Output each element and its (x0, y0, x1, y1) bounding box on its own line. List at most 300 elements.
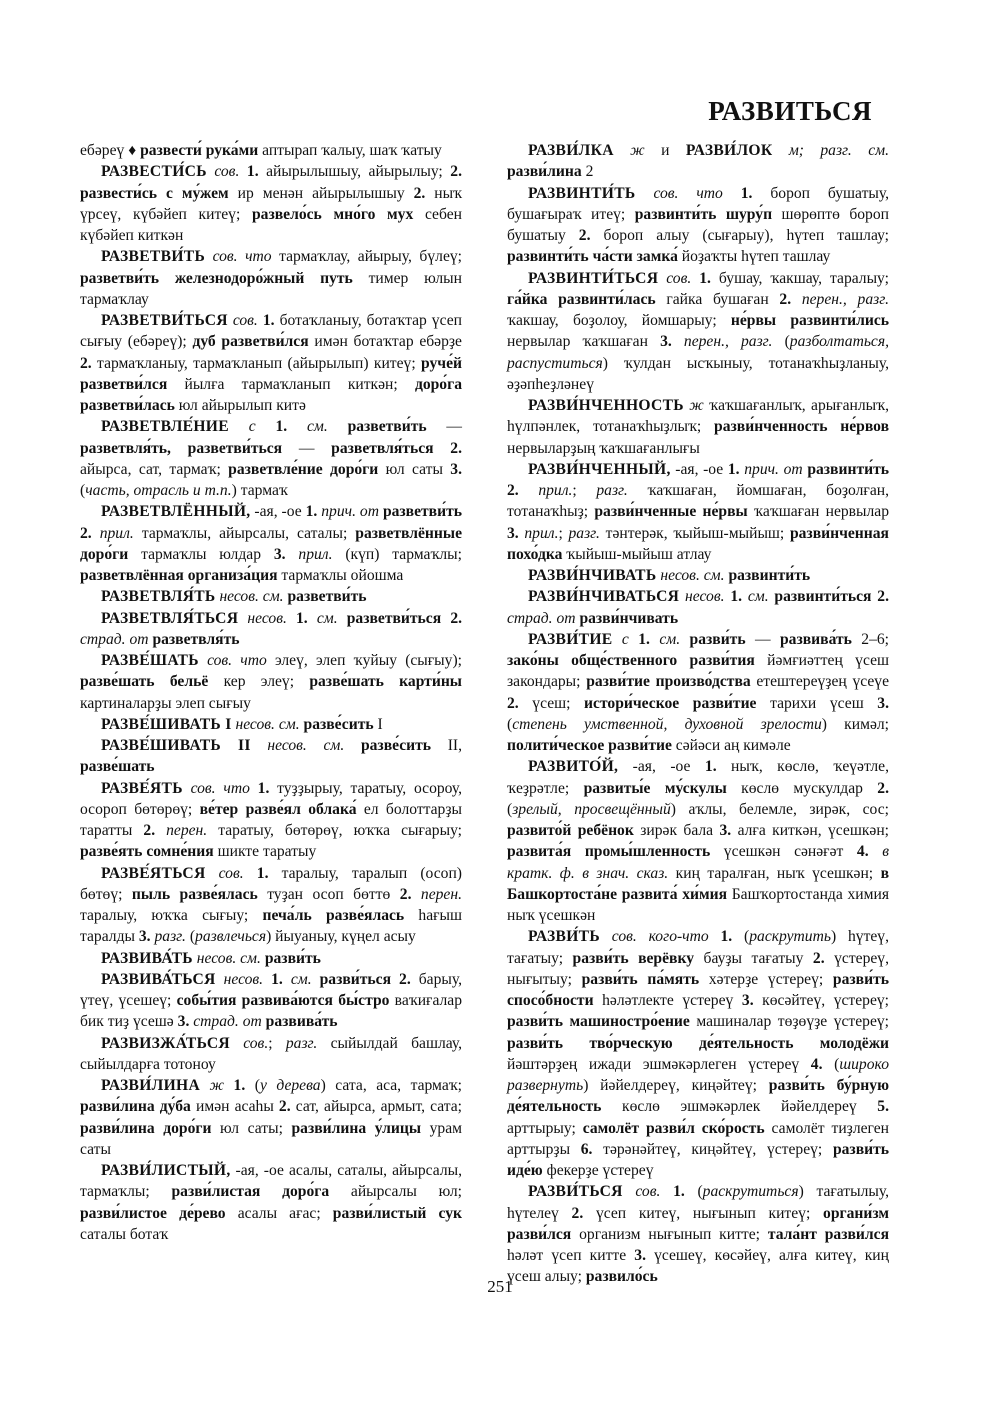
text-run: организм нығынып китте; (571, 1225, 768, 1243)
bold-phrase: истори́ческое разви́тие (584, 694, 757, 712)
text-run: тимер юлын тармаҡлау (80, 269, 462, 308)
headword: РАЗВИ́ЛИНА (101, 1077, 201, 1094)
bold-phrase: 1. (305, 503, 318, 521)
bold-phrase: 4. (810, 1055, 823, 1073)
bold-phrase: развита́я промы́шленность (507, 843, 711, 861)
bold-phrase: разви́лина у́лицы (291, 1119, 422, 1137)
text-run: тармаҡлы юлдар (128, 545, 274, 563)
italic-label: что (696, 184, 723, 202)
bold-phrase: 2. (399, 970, 411, 988)
text-run: ) һүтеү, тағатыу; (507, 928, 889, 967)
italic-label: перен. (411, 885, 462, 903)
bold-phrase: разви́нченная похо́дка (507, 524, 889, 563)
text-run: ) ҡулдан ысҡыныу, тотанаҡһыҙланыу, әҙәпһеҙләнеү (507, 354, 889, 393)
bold-phrase: разви́ть машиностро́ение (507, 1013, 690, 1031)
text-run (680, 631, 689, 648)
text-run: зирәк бала (633, 822, 720, 839)
bold-phrase: 1. (296, 609, 308, 627)
bold-phrase: не́рвы развинти́лись (730, 312, 890, 329)
dictionary-entry (507, 1181, 889, 1287)
text-run (328, 418, 348, 435)
bold-phrase: 1. (727, 460, 740, 478)
italic-label: разг. (285, 1034, 318, 1052)
bold-phrase: 1. (233, 1077, 246, 1094)
bold-phrase: развинти́ть (807, 460, 889, 478)
italic-label: ж (683, 397, 704, 414)
text-run: ( (684, 1183, 703, 1201)
bold-phrase: 4. (856, 843, 869, 861)
italic-label: см. (307, 609, 338, 627)
italic-label: прил. (285, 545, 333, 563)
italic-label: что (245, 248, 272, 266)
headword: РАЗВЕ́ШИВАТЬ II (101, 737, 251, 754)
bold-phrase: разви́листое де́рево (80, 1204, 226, 1222)
bold-phrase: разветвля́ться (331, 439, 434, 457)
dictionary-entry (507, 586, 889, 629)
bold-phrase: 2. (399, 885, 412, 903)
text-run: үсешкән сәнәғәт (710, 843, 857, 861)
text-run: бороп бушатыу, бушағыраҡ итеү; (507, 184, 889, 223)
headword: РАЗВИ́НЧИВАТЬ (528, 567, 657, 584)
bold-phrase: печа́ль разве́ялась (262, 907, 405, 924)
italic-label: раскрутить (749, 928, 831, 946)
bold-phrase: 3. (450, 460, 462, 478)
bold-phrase: 1. (256, 864, 269, 882)
dictionary-entry (507, 629, 889, 757)
text-run: ҡаҡшағанлыҡ, арығанлыҡ, һүлпәнлек, тотанаҡһыҙлыҡ; (507, 397, 889, 436)
bold-phrase: 1. (257, 779, 270, 797)
headword: РАЗВИ́ТИЕ (528, 630, 613, 648)
dictionary-entry (507, 140, 889, 183)
italic-label: прич. от (317, 503, 379, 521)
headword: РАЗВИ́ТЬСЯ (528, 1183, 623, 1201)
bold-phrase: разви́тие произво́дства (586, 673, 751, 691)
italic-label: прил. (518, 482, 573, 499)
text-run (637, 928, 649, 945)
text-run: айырылышыу, айырылыу; (258, 163, 451, 181)
text-run (224, 1077, 234, 1094)
text-run: гайка бушаған (655, 290, 780, 308)
bold-phrase: 2. (450, 439, 462, 457)
text-run: юл саты; (211, 1119, 292, 1137)
italic-label: м; разг. см. (772, 142, 889, 159)
bold-phrase: 2. (578, 227, 591, 244)
bold-phrase: 2. (278, 1098, 291, 1116)
text-run: самолёт тиҙлеген арттырҙы (507, 1119, 889, 1158)
text-run: тармаҡланыу, тармаҡланып (айырылып) китеү; (91, 354, 422, 372)
bold-phrase: разви́ть тво́рческую де́ятельность молодёжи (507, 1034, 889, 1052)
text-run: таралыу, таралып (осоп) бөтөү; (80, 864, 462, 903)
text-run: ебәреү (80, 142, 129, 159)
text-run: айырсалы юл; (329, 1183, 462, 1201)
text-run: бушау, ҡакшау, таралыу; (710, 269, 889, 287)
bold-phrase: развито́й ребёнок (507, 822, 634, 839)
text-run: ҡаҡшаған, йомшаған, боҙолған, тотанаҡһыҙ; (507, 482, 889, 521)
italic-label: несов. см. (192, 949, 261, 967)
text-run: ҡаҡшаған нервылар (747, 503, 890, 521)
bold-phrase: 2. (450, 163, 462, 181)
bold-phrase: разви́ться (319, 970, 392, 988)
headword: РАЗВИТО́Й, (528, 758, 619, 776)
dictionary-entry (80, 246, 462, 310)
bold-phrase: развинти́ть шуру́п (634, 205, 773, 223)
bold-phrase: развива́ть (265, 1013, 338, 1031)
text-run (723, 185, 741, 202)
bold-phrase: в Башкортоста́не развита́ хи́мия (507, 864, 889, 903)
text-run: ) йәйелдереү, киңәйтеү; (583, 1077, 769, 1094)
text-run: ; (268, 1034, 286, 1052)
italic-label: разг. (596, 482, 628, 499)
bold-phrase: развиты́е му́скулы (583, 779, 727, 797)
bold-phrase: самолёт разви́л ско́рость (582, 1119, 765, 1137)
italic-label: сов. (635, 184, 679, 202)
bold-phrase: 1. (271, 970, 283, 988)
text-run (344, 737, 361, 754)
right-column (507, 140, 889, 1288)
text-run: 2 (581, 163, 594, 181)
text-run (263, 971, 271, 988)
text-run: урам саты (80, 1119, 462, 1158)
bold-phrase: ве́тер разве́ял облака́ (199, 800, 357, 818)
bold-phrase: 3. (177, 1013, 190, 1031)
italic-label: несов. (679, 588, 725, 606)
text-run: таратыу, бөтөрөү, юҡҡа сығарыу; (207, 822, 462, 839)
text-run: ботаҡланыу, ботаҡтар үсеп сығыу (ебәреү); (80, 312, 462, 351)
text-run (709, 928, 721, 945)
bold-phrase: 2. (877, 588, 889, 606)
italic-label: страд. от (507, 609, 576, 627)
italic-label: см. (649, 630, 681, 648)
bold-phrase: руче́й разветви́лся (80, 354, 462, 393)
text-run: үстереү, нығытыу; (507, 949, 889, 988)
italic-label: несов. (238, 609, 287, 627)
text-run (338, 610, 347, 627)
dictionary-entry (507, 183, 889, 268)
bold-phrase: разветви́ть (382, 503, 462, 521)
text-run: картиналарҙы элеп сығыу (80, 694, 251, 712)
bold-phrase: разве́шать карти́ны (309, 673, 462, 691)
bold-phrase: разветвлённая организа́ция (80, 567, 278, 584)
text-run: ир менән айырылышыу (228, 184, 414, 202)
text-run: элеү, элеп ҡуйыу (сығыу); (266, 652, 462, 669)
text-run: ( (732, 928, 750, 946)
headword: РАЗВИНТИ́ТЬ (528, 184, 636, 202)
text-run: үсешеү, көсәйеү, алға китеү, киң үсеш алыу; (507, 1247, 890, 1286)
bold-phrase: развести́сь с му́жем (80, 184, 229, 202)
text-run: -ая, -ое асалы, саталы, айырсалы, тармаҡлы; (80, 1162, 462, 1201)
bold-phrase: пыль разве́ялась (131, 885, 258, 903)
text-run: һәләт үсеп китте (507, 1247, 635, 1264)
bold-phrase: разви́ть (689, 630, 746, 648)
dictionary-entry (80, 310, 462, 416)
bold-phrase: зако́ны обще́ственного разви́тия (507, 652, 755, 669)
italic-label: перен., разг. (671, 333, 773, 351)
text-run: тәрәнәйтеү, киңәйтеү, үстереү; (592, 1140, 833, 1158)
text-run: бауҙы тағатыу (694, 949, 813, 967)
text-run (312, 971, 320, 988)
text-run: — (426, 418, 463, 436)
bold-phrase: разве́сить (303, 715, 374, 733)
text-run: ваҡиғалар бик тиҙ үсешә (80, 992, 462, 1031)
bold-phrase: 2. (80, 524, 92, 542)
text-run (287, 610, 296, 627)
text-run: тарихи үсеш (756, 694, 878, 712)
text-run: һағыш таралды (80, 907, 463, 946)
headword: РАЗВИЗЖА́ТЬСЯ (101, 1034, 230, 1052)
text-run: сәйәси аң кимәле (671, 737, 791, 754)
text-run: — (282, 439, 332, 457)
bold-phrase: разви́ть (264, 949, 321, 967)
text-run: тармаҡлы ойошма (277, 567, 404, 584)
dictionary-entry (80, 416, 462, 501)
italic-label: кого-что (648, 928, 709, 946)
text-run: ) сата, аса, тармаҡ; (320, 1077, 463, 1094)
italic-label: зрелый, просвещённый (512, 800, 671, 818)
text-run: ( (507, 800, 513, 818)
left-column (80, 140, 462, 1245)
italic-label: прил. (518, 524, 559, 542)
bold-phrase: разве́шать бельё (80, 673, 209, 691)
headword: РАЗВИ́ЛИСТЫЙ, (101, 1162, 231, 1179)
text-run: тәнтерәк, ҡыйыш-мыйыш; (599, 524, 790, 542)
bold-phrase: 1. (704, 758, 717, 776)
dictionary-entry (80, 735, 462, 778)
italic-label: страд. от (189, 1013, 262, 1031)
italic-label: с (612, 630, 629, 648)
headword: РАЗВИ́ТЬ (528, 928, 600, 946)
dictionary-entry (80, 1033, 462, 1076)
bold-phrase: развело́сь мно́го мух (252, 205, 414, 223)
italic-label: сов. (205, 864, 244, 882)
italic-label: сов. (227, 312, 258, 329)
bold-phrase: 2. (507, 694, 519, 712)
dictionary-entry (507, 565, 889, 586)
italic-label: перен., разг. (791, 290, 889, 308)
text-run: -ая, -ое (618, 758, 705, 776)
text-run: үсеп китеү, нығынып китеү; (583, 1204, 824, 1222)
italic-label: ж (613, 142, 645, 159)
italic-label: несов. см. (250, 737, 345, 754)
text-run: юл саты (378, 460, 451, 478)
bold-phrase: разви́ть спосо́бности (507, 970, 889, 1009)
italic-label: страд. от (80, 630, 149, 648)
text-run: сат, айырса, армыт, сата; (290, 1098, 462, 1116)
text-run: ҡакшау, боҙолоу, йомшарыу; (507, 312, 731, 329)
headword: РАЗВЕ́ЯТЬСЯ (101, 864, 206, 882)
bold-phrase: 2. (80, 354, 92, 372)
headword: РАЗВЕТВЛЯ́ТЬСЯ (101, 609, 239, 627)
italic-label: сов. (599, 928, 637, 946)
bold-phrase: разви́нчивать (579, 609, 679, 627)
italic-label: см. (287, 418, 328, 436)
running-head: РАЗВИТЬСЯ (708, 96, 872, 126)
text-run: ( (245, 1077, 260, 1094)
headword: РАЗВЕТВИ́ТЬ (101, 248, 206, 266)
italic-label: несов. см. (656, 567, 725, 584)
text-run: һәләтлекте үстереү (593, 992, 742, 1009)
text-run: айырса, сат, тармаҡ; (80, 460, 229, 478)
text-run: ; (558, 524, 569, 542)
text-run: II, (431, 737, 462, 754)
headword: РАЗВЕТВИ́ТЬСЯ (101, 312, 228, 329)
text-run: йылға тармаҡланып киткән; (167, 375, 415, 393)
headword: РАЗВИНТИ́ТЬСЯ (528, 269, 659, 287)
bold-phrase: 3. (273, 545, 286, 563)
bold-phrase: развива́ть (780, 630, 852, 648)
italic-label: с (228, 418, 276, 436)
bold-phrase: разветвлённые доро́ги (80, 524, 462, 563)
bold-phrase: разви́лина (507, 163, 582, 181)
bold-phrase: 2. (571, 1204, 584, 1222)
text-run: имән ботаҡтар ебәрҙе (308, 333, 462, 351)
text-run (238, 248, 246, 265)
bold-phrase: 2. (143, 822, 156, 839)
text-run: ҡыйыш-мыйыш атлау (562, 545, 712, 563)
text-run: I (373, 715, 383, 733)
text-run: ( (185, 928, 196, 946)
headword: РАЗВЕТВЛЯ́ТЬ (101, 588, 216, 606)
text-run: көслө мускулдар (726, 779, 878, 797)
text-run: юл айырылып китә (174, 397, 306, 414)
dictionary-entry (507, 395, 889, 459)
bold-phrase: разветви́ть железнодоро́жный путь (80, 269, 353, 287)
bold-phrase: разве́ять сомне́ния (80, 843, 214, 861)
bold-phrase: собы́тия развива́ются бы́стро (176, 992, 390, 1009)
text-run: арттырыу; (507, 1119, 583, 1137)
page-number: 251 (487, 1277, 513, 1296)
headword: РАЗВИ́ЛКА (528, 142, 614, 159)
text-run: -ая, -ое (250, 503, 306, 521)
italic-label: прил. (91, 524, 134, 542)
text-run: етештереүҙең үсеүе (750, 673, 889, 691)
italic-label: сов. (182, 779, 216, 797)
bold-phrase: разветви́ть (287, 588, 367, 606)
headword: РАЗВЕТВЛЕ́НИЕ (101, 418, 229, 436)
bold-phrase: разви́ть иде́ю (507, 1140, 890, 1179)
bold-phrase: 1. (275, 418, 288, 436)
bold-phrase: 3. (741, 992, 754, 1009)
text-run: ( (80, 482, 86, 499)
dictionary-entry (80, 650, 462, 714)
bold-phrase: 3. (877, 694, 889, 712)
text-run (434, 440, 451, 457)
italic-label: несов. см. (215, 588, 284, 606)
text-run: ; (572, 482, 597, 499)
bold-phrase: развинти́ться (774, 588, 872, 606)
text-run: кер элеү; (208, 673, 310, 691)
bold-phrase: 6. (580, 1140, 593, 1158)
headword: РАЗВИВА́ТЬ (101, 949, 193, 967)
bold-phrase: разве́шать (80, 758, 155, 776)
text-run: йәмғиәттең үсеш закондары; (507, 652, 890, 691)
text-run (678, 185, 696, 202)
text-run: сыйылдай башлау, сыйылдарға тотоноу (80, 1034, 462, 1073)
bold-phrase: разви́ть верёвку (572, 949, 695, 967)
text-run (441, 610, 450, 627)
italic-label: что (240, 652, 267, 669)
bold-phrase: 3. (660, 333, 672, 351)
dictionary-entry (507, 756, 889, 926)
headword: РАЗВЕ́ШАТЬ (101, 652, 199, 669)
text-run: шөрөптө бороп бушатыу (507, 205, 889, 244)
bold-phrase: развинти́ть (728, 567, 811, 584)
dictionary-entry (80, 969, 462, 1033)
bold-phrase: органи́зм разви́лся (507, 1204, 889, 1243)
bold-phrase: 2. (812, 949, 825, 967)
dictionary-entry (507, 926, 889, 1181)
dictionary-entry (80, 863, 462, 948)
italic-label: у дерева (259, 1077, 321, 1094)
bold-phrase: разви́листый сук (332, 1204, 462, 1222)
text-run (250, 780, 258, 797)
text-run: таралыу, юҡҡа сығыу; (80, 907, 263, 924)
dictionary-entry (507, 268, 889, 396)
dictionary-entry (80, 586, 462, 607)
italic-label: сов. (198, 652, 233, 669)
text-run: — (745, 630, 780, 648)
italic-label: перен. (155, 822, 208, 839)
dictionary-entry (80, 948, 462, 969)
dictionary-entry (80, 1160, 462, 1245)
bold-phrase: 3. (634, 1247, 646, 1264)
text-run: ) тағатылыу, һүтелеү (507, 1183, 889, 1222)
italic-label: сов. (622, 1183, 661, 1201)
bold-phrase: 1. (638, 630, 650, 648)
text-run: алға киткән, үсешкән; (731, 822, 889, 839)
text-run: имән асаһы (190, 1098, 279, 1116)
bold-phrase: разве́сить (360, 737, 432, 754)
headword: РАЗВИ́ЛОК (685, 142, 773, 159)
italic-label: см. (742, 588, 769, 606)
text-run: Башҡортостанда химия ныҡ үсешкән (507, 885, 889, 924)
bold-phrase: разветвля́ть (152, 630, 240, 648)
text-run (391, 971, 399, 988)
headword: РАЗВЕТВЛЁННЫЙ, (101, 503, 251, 521)
bold-phrase: разви́листая доро́га (171, 1183, 330, 1201)
text-run: нервылар ҡаҡшаған (507, 333, 661, 351)
text-run: туҙҙырыу, таратыу, осороу, осороп бөтөрөү; (80, 779, 462, 818)
bold-phrase: 3. (507, 524, 519, 542)
text-run (629, 631, 638, 648)
bold-phrase: 2. (877, 779, 889, 797)
bold-phrase: 1. (699, 269, 711, 287)
headword: РАЗВЕ́ШИВАТЬ I (101, 715, 232, 733)
bold-phrase: разветвля́ть, разветви́ться (80, 439, 283, 457)
text-run: себен күбәйеп киткән (80, 205, 462, 244)
italic-label: несов. (215, 970, 264, 988)
dictionary-entry (507, 459, 889, 565)
bold-phrase: 2. (507, 482, 519, 499)
text-run: ( (822, 1055, 840, 1073)
text-run: көсәйтеү, үстереү; (753, 992, 890, 1009)
bold-phrase: 3. (138, 928, 151, 946)
text-run: саталы ботаҡ (80, 1225, 169, 1243)
text-run: аптырап ҡалыу, шаҡ ҡатыу (258, 142, 442, 159)
text-run: тармаҡлы, айырсалы, саталы; (133, 524, 356, 542)
italic-label: сов. (206, 163, 240, 181)
bold-phrase: 1. (730, 588, 743, 606)
text-run: ( (507, 715, 513, 733)
italic-label: развлечься (195, 928, 267, 946)
headword: РАЗВИ́НЧИВАТЬСЯ (528, 588, 680, 606)
italic-label: разг. (568, 524, 600, 542)
italic-label: сов. (658, 269, 692, 287)
text-run: ныҡ, көслө, ҡеүәтле, ҡеҙрәтле; (507, 758, 890, 797)
text-run: бороп алыу (сығарыу), һүтеп ташлау; (590, 227, 889, 244)
text-run: и (644, 142, 686, 159)
text-run: ) аҡлы, белемле, зирәк, сос; (670, 800, 889, 818)
bold-phrase: 1. (262, 312, 275, 329)
